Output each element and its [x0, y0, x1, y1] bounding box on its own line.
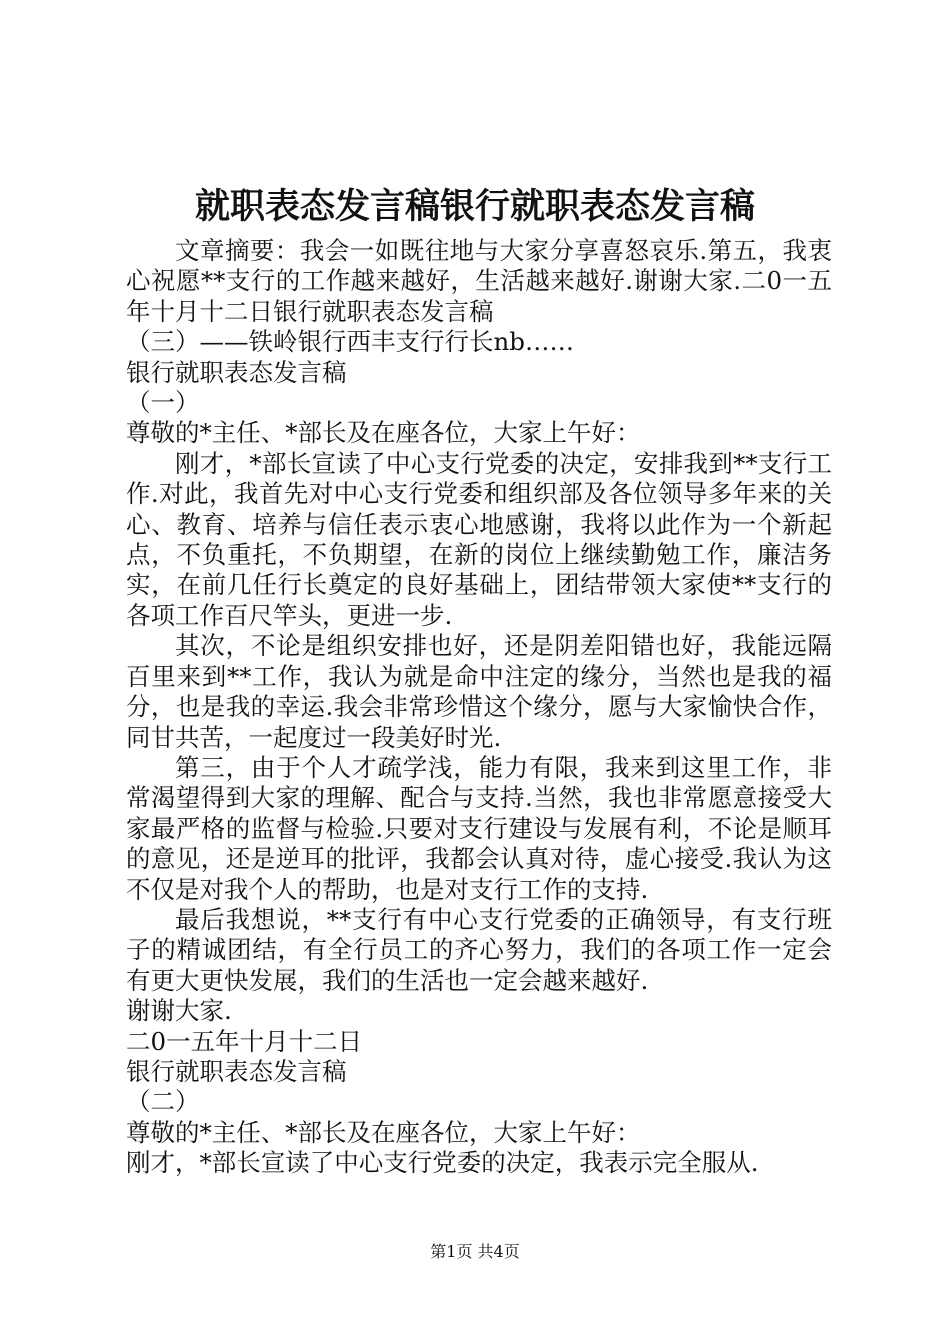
- body-paragraph: 第三，由于个人才疏学浅，能力有限，我来到这里工作，非常渴望得到大家的理解、配合与支持.当然，我也非常愿意接受大家最严格的监督与检验.只要对支行建设与发展有利，不论是顺耳的意见，还是逆耳的批评，我都会认真对待，虚心接受.我认为这不仅是对我个人的帮助，也是对支行工作的支持.: [126, 752, 832, 904]
- salutation: 尊敬的*主任、*部长及在座各位，大家上午好：: [126, 1117, 641, 1147]
- section-number: （二）: [126, 1087, 200, 1117]
- section-heading: 银行就职表态发言稿: [126, 1056, 347, 1086]
- subtitle-line: （三）——铁岭银行西丰支行行长nb……: [126, 327, 574, 357]
- salutation: 尊敬的*主任、*部长及在座各位，大家上午好：: [126, 418, 641, 448]
- section-number: （一）: [126, 388, 200, 418]
- body-paragraph: 刚才，*部长宣读了中心支行党委的决定，我表示完全服从.: [126, 1148, 759, 1178]
- body-paragraph: 其次，不论是组织安排也好，还是阴差阳错也好，我能远隔百里来到**工作，我认为就是命中注定的缘分，当然也是我的福分，也是我的幸运.我会非常珍惜这个缘分，愿与大家愉快合作，同甘共苦，一起度过一段美好时光.: [126, 631, 832, 752]
- section-heading: 银行就职表态发言稿: [126, 357, 347, 387]
- body-paragraph: 最后我想说，**支行有中心支行党委的正确领导，有支行班子的精诚团结，有全行员工的齐心努力，我们的各项工作一定会有更大更快发展，我们的生活也一定会越来越好.: [126, 904, 832, 995]
- body-paragraph: 刚才，*部长宣读了中心支行党委的决定，安排我到**支行工作.对此，我首先对中心支行党委和组织部及各位领导多年来的关心、教育、培养与信任表示衷心地感谢，我将以此作为一个新起点，不负重托，不负期望，在新的岗位上继续勤勉工作，廉洁务实，在前几任行长奠定的良好基础上，团结带领大家使**支行的各项工作百尺竿头，更进一步.: [126, 448, 832, 630]
- page-number: 第1页 共4页: [430, 1242, 520, 1261]
- abstract-paragraph: 文章摘要：我会一如既往地与大家分享喜怒哀乐.第五，我衷心祝愿**支行的工作越来越好，生活越来越好.谢谢大家.二0一五年十月十二日银行就职表态发言稿: [126, 236, 832, 326]
- document-body: [126, 236, 832, 1179]
- date-line: 二0一五年十月十二日: [126, 1026, 363, 1056]
- closing-thanks: 谢谢大家.: [126, 996, 232, 1026]
- document-title: 就职表态发言稿银行就职表态发言稿: [194, 186, 755, 227]
